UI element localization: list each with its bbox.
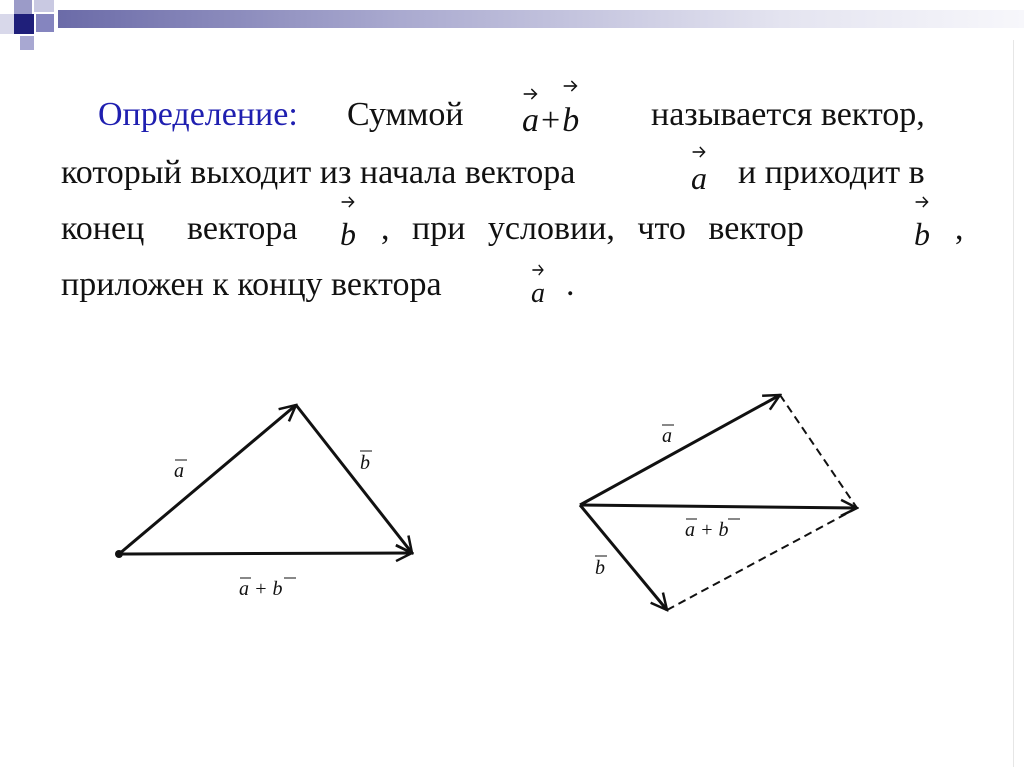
vector-b-symbol: b [340, 218, 356, 250]
vector-b-symbol: b [914, 218, 930, 250]
triangle-rule-figure [115, 405, 412, 600]
sum-vector-arrow [119, 553, 412, 554]
definition-text: называется вектор, [651, 96, 925, 133]
definition-text: который выходит из начала вектора [61, 154, 576, 191]
definition-text: . [566, 266, 575, 303]
label-b: b [595, 557, 605, 579]
parallelogram-rule-figure [580, 395, 857, 610]
label-a: a [174, 460, 184, 482]
vector-b-arrow [296, 405, 412, 553]
definition-text: Суммой [347, 96, 464, 133]
label-a: a [662, 425, 672, 447]
vector-a-arrow [119, 405, 296, 554]
vector-b-symbol: b [562, 104, 579, 138]
definition-heading: Определение: [98, 96, 298, 133]
vector-b-arrow [580, 505, 667, 610]
definition-text: , при условии, что вектор [381, 210, 804, 247]
vector-a-symbol: a [531, 280, 545, 308]
definition-text: конец [61, 210, 145, 247]
vector-a-symbol: a [522, 104, 539, 138]
definition-text: вектора [187, 210, 298, 247]
vector-a-arrow [580, 395, 780, 505]
label-sum: a + b [685, 519, 729, 541]
sum-vector-arrow [580, 505, 857, 508]
vector-a-symbol: a [691, 162, 707, 194]
definition-text: и приходит в [738, 154, 925, 191]
definition-text: приложен к концу вектора [61, 266, 442, 303]
label-b: b [360, 452, 370, 474]
label-sum: a + b [239, 578, 283, 600]
definition-text: , [955, 210, 964, 247]
dashed-side [780, 395, 857, 508]
plus-sign: + [541, 102, 561, 139]
